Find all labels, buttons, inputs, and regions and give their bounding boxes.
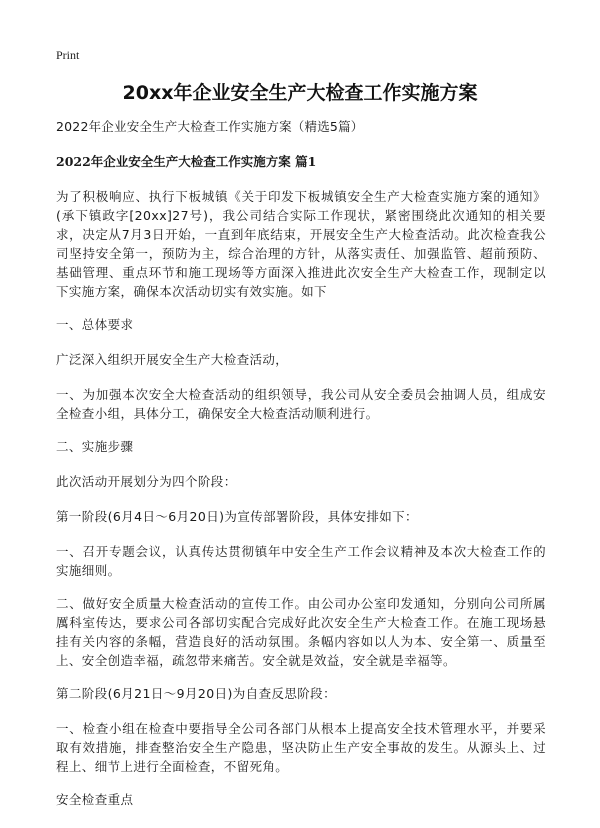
paragraph-general: 广泛深入组织开展安全生产大检查活动， xyxy=(56,352,289,367)
paragraph-stage-two: 第二阶段(6月21日～9月20日)为自查反思阶段： xyxy=(56,686,336,701)
paragraph-stage-one-item-1: 一、召开专题会议，认真传达贯彻镇年中安全生产工作会议精神及本次大检查工作的实施细则。 xyxy=(56,544,546,578)
paragraph-organization: 一、为加强本次安全大检查活动的组织领导，我公司从安全委员会抽调人员，组成安全检查小组，具体分工，确保安全大检查活动顺利进行。 xyxy=(56,387,546,421)
paragraph-four-stages: 此次活动开展划分为四个阶段： xyxy=(56,474,237,489)
print-link[interactable]: Print xyxy=(56,48,80,62)
paragraph-inspection-focus: 安全检查重点 xyxy=(56,792,134,807)
paragraph-stage-one-item-2: 二、做好安全质量大检查活动的宣传工作。由公司办公室印发通知，分别向公司所属厲科室传达，要求公司各部切实配合完成好此次安全生产大检查工作。在施工现场悬挂有关内容的条幅，营造良好的活动氛围。条幅内容如以人为本、安全第一、质量至上、安全创造幸福，疏忽带来痛苦。安全就是效益，安全就是幸福等。 xyxy=(56,596,546,668)
section-heading: 2022年企业安全生产大检查工作实施方案 篇1 xyxy=(56,154,317,169)
heading-general-requirements: 一、总体要求 xyxy=(56,317,134,332)
paragraph-stage-two-item-1: 一、检查小组在检查中要指导全公司各部门从根本上提高安全技术管理水平，并要采取有效措施，排查整治安全生产隐患，坚决防止生产安全事故的发生。从源头上、过程上、细节上进行全面检查，不留死角。 xyxy=(56,721,546,774)
document-body xyxy=(56,118,546,825)
document-subtitle: 2022年企业安全生产大检查工作实施方案（精选5篇） xyxy=(56,119,364,134)
paragraph-intro: 为了积极响应、执行下板城镇《关于印发下板城镇安全生产大检查实施方案的通知》(承下镇政字[20xx]27号)，我公司结合实际工作现状，紧密围绕此次通知的相关要求，决定从7月3日开始，一直到年底结束，开展安全生产大检查活动。此次检查我公司坚持安全第一，预防为主，综合治理的方针，从落实责任、加强监管、超前预防、基础管理、重点环节和施工现场等方面深入推进此次安全生产大检查工作，现制定以下实施方案，确保本次活动切实有效实施。如下 xyxy=(56,189,546,299)
page-title: 20xx年企业安全生产大检查工作实施方案 xyxy=(122,82,478,104)
heading-implementation-steps: 二、实施步骤 xyxy=(56,439,134,454)
paragraph-stage-one: 第一阶段(6月4日～6月20日)为宣传部署阶段，具体安排如下： xyxy=(56,509,418,524)
